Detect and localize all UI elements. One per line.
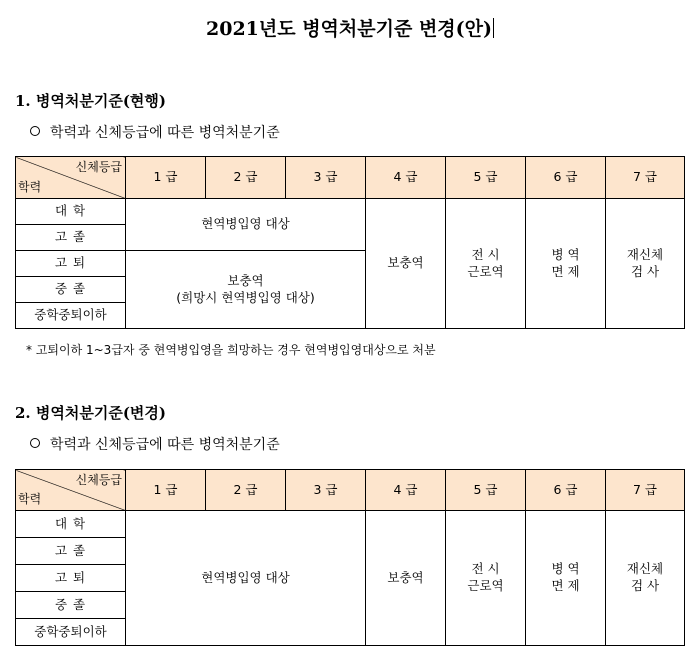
education-row-label: 중 졸 — [16, 277, 126, 303]
table-row — [16, 199, 685, 225]
grade7-line2: 검 사 — [630, 263, 660, 279]
grade-header-4: 4 급 — [366, 470, 446, 511]
corner-header — [16, 470, 126, 511]
grade-header-4: 4 급 — [366, 157, 446, 199]
grade7-line2: 검 사 — [630, 578, 660, 593]
table-row — [16, 511, 685, 538]
corner-grade-label: 신체등급 — [75, 160, 122, 174]
grade5-cell — [446, 199, 526, 329]
grade-header-3: 3 급 — [286, 157, 366, 199]
section-1-bullet — [30, 122, 280, 142]
grade4-cell: 보충역 — [366, 511, 446, 646]
section-1-heading: 1. 병역처분기준(현행) — [15, 92, 166, 110]
supplementary-note: (희망시 현역병입영 대상) — [176, 289, 315, 305]
grade-header-7: 7 급 — [606, 157, 685, 199]
text-cursor — [493, 18, 494, 38]
footnote: * 고퇴이하 1~3급자 중 현역병입영을 희망하는 경우 현역병입영대상으로 처분 — [26, 343, 436, 357]
grade5-cell — [446, 511, 526, 646]
education-row-label: 고 퇴 — [16, 251, 126, 277]
grade6-line2: 면 제 — [551, 578, 580, 593]
grade6-cell — [526, 199, 606, 329]
education-row-label: 고 졸 — [16, 225, 126, 251]
grade-header-6: 6 급 — [526, 157, 606, 199]
page-title: 2021년도 병역처분기준 변경(안) — [206, 18, 492, 40]
corner-education-label: 학력 — [18, 179, 42, 194]
education-row-label: 대 학 — [16, 199, 126, 225]
current-criteria-table — [15, 156, 685, 329]
table-header-row — [16, 157, 685, 199]
grade6-line1: 병 역 — [551, 246, 580, 262]
section-1-bullet-text: 학력과 신체등급에 따른 병역처분기준 — [50, 125, 280, 141]
grade7-cell — [606, 199, 685, 329]
education-row-label: 중 졸 — [16, 592, 126, 619]
grade6-cell — [526, 511, 606, 646]
grade-header-7: 7 급 — [606, 470, 685, 511]
education-row-label: 대 학 — [16, 511, 126, 538]
grade7-cell — [606, 511, 685, 646]
table-header-row — [16, 470, 685, 511]
grade5-line2: 근로역 — [467, 578, 504, 593]
changed-criteria-table — [15, 469, 685, 646]
grade-header-1: 1 급 — [126, 157, 206, 199]
grade5-line1: 전 시 — [471, 561, 500, 577]
grade5-line2: 근로역 — [467, 263, 504, 279]
grade-header-2: 2 급 — [206, 157, 286, 199]
grade-header-3: 3 급 — [286, 470, 366, 511]
education-row-label: 중학중퇴이하 — [16, 619, 126, 646]
grade7-line1: 재신체 — [626, 561, 664, 577]
grade6-line1: 병 역 — [551, 561, 580, 577]
grade-header-1: 1 급 — [126, 470, 206, 511]
grade5-line1: 전 시 — [471, 246, 500, 262]
grade-header-5: 5 급 — [446, 157, 526, 199]
corner-education-label: 학력 — [18, 491, 42, 506]
education-row-label: 고 퇴 — [16, 565, 126, 592]
active-duty-cell: 현역병입영 대상 — [126, 199, 366, 251]
corner-header — [16, 157, 126, 199]
circle-bullet-icon — [30, 438, 40, 448]
education-row-label: 고 졸 — [16, 538, 126, 565]
grade7-line1: 재신체 — [626, 246, 664, 262]
supplementary-cell — [126, 251, 366, 329]
grade-header-2: 2 급 — [206, 470, 286, 511]
supplementary-text: 보충역 — [227, 272, 264, 288]
grade-header-6: 6 급 — [526, 470, 606, 511]
grade6-line2: 면 제 — [551, 263, 580, 279]
education-row-label: 중학중퇴이하 — [16, 303, 126, 329]
section-2-bullet-text: 학력과 신체등급에 따른 병역처분기준 — [50, 437, 280, 453]
active-duty-cell: 현역병입영 대상 — [126, 511, 366, 646]
grade4-cell: 보충역 — [366, 199, 446, 329]
grade-header-5: 5 급 — [446, 470, 526, 511]
section-2-bullet — [30, 434, 280, 454]
corner-grade-label: 신체등급 — [75, 473, 122, 487]
circle-bullet-icon — [30, 126, 40, 136]
section-2-heading: 2. 병역처분기준(변경) — [15, 404, 166, 422]
